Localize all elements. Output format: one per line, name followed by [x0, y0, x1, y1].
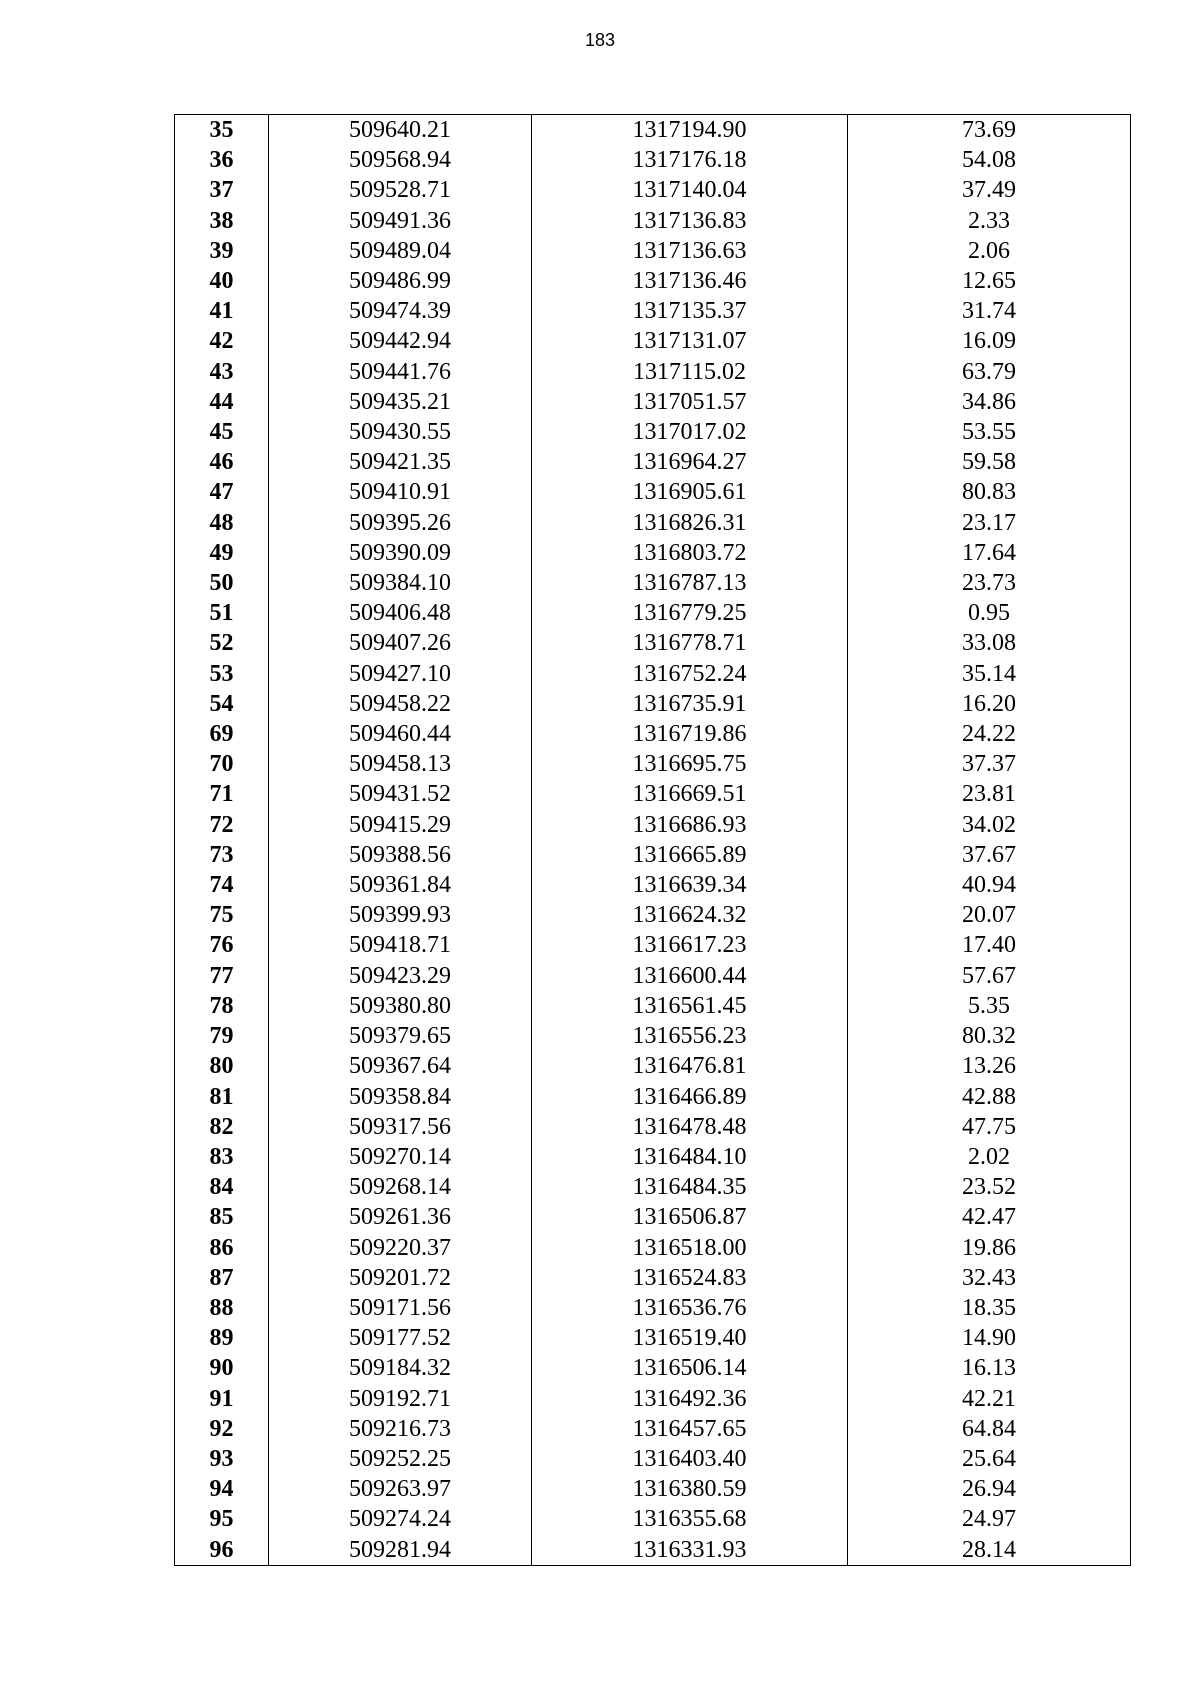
y-coordinate-cell: 1316787.13	[532, 568, 848, 598]
y-coordinate-cell: 1316665.89	[532, 840, 848, 870]
y-coordinate-cell: 1316476.81	[532, 1051, 848, 1081]
distance-cell: 37.67	[848, 840, 1131, 870]
y-coordinate-cell: 1316778.71	[532, 628, 848, 658]
x-coordinate-cell: 509192.71	[269, 1384, 532, 1414]
distance-cell: 16.09	[848, 326, 1131, 356]
table-row	[175, 477, 1131, 507]
point-number-cell: 41	[175, 296, 269, 326]
distance-cell: 57.67	[848, 961, 1131, 991]
distance-cell: 20.07	[848, 900, 1131, 930]
y-coordinate-cell: 1316457.65	[532, 1414, 848, 1444]
table-row	[175, 387, 1131, 417]
table-row	[175, 628, 1131, 658]
y-coordinate-cell: 1316735.91	[532, 689, 848, 719]
x-coordinate-cell: 509474.39	[269, 296, 532, 326]
y-coordinate-cell: 1316803.72	[532, 538, 848, 568]
x-coordinate-cell: 509431.52	[269, 779, 532, 809]
table-row	[175, 598, 1131, 628]
y-coordinate-cell: 1317115.02	[532, 357, 848, 387]
x-coordinate-cell: 509367.64	[269, 1051, 532, 1081]
distance-cell: 73.69	[848, 115, 1131, 146]
point-number-cell: 48	[175, 508, 269, 538]
table-row	[175, 900, 1131, 930]
table-row	[175, 870, 1131, 900]
x-coordinate-cell: 509489.04	[269, 236, 532, 266]
x-coordinate-cell: 509361.84	[269, 870, 532, 900]
x-coordinate-cell: 509281.94	[269, 1535, 532, 1566]
point-number-cell: 96	[175, 1535, 269, 1566]
distance-cell: 2.02	[848, 1142, 1131, 1172]
distance-cell: 19.86	[848, 1233, 1131, 1263]
distance-cell: 37.37	[848, 749, 1131, 779]
y-coordinate-cell: 1316624.32	[532, 900, 848, 930]
distance-cell: 64.84	[848, 1414, 1131, 1444]
x-coordinate-cell: 509458.22	[269, 689, 532, 719]
x-coordinate-cell: 509427.10	[269, 659, 532, 689]
table-row	[175, 1202, 1131, 1232]
y-coordinate-cell: 1316752.24	[532, 659, 848, 689]
distance-cell: 23.17	[848, 508, 1131, 538]
point-number-cell: 70	[175, 749, 269, 779]
distance-cell: 35.14	[848, 659, 1131, 689]
table-row	[175, 175, 1131, 205]
x-coordinate-cell: 509415.29	[269, 810, 532, 840]
y-coordinate-cell: 1316519.40	[532, 1323, 848, 1353]
x-coordinate-cell: 509410.91	[269, 477, 532, 507]
distance-cell: 23.52	[848, 1172, 1131, 1202]
table-row	[175, 296, 1131, 326]
x-coordinate-cell: 509640.21	[269, 115, 532, 146]
distance-cell: 18.35	[848, 1293, 1131, 1323]
distance-cell: 47.75	[848, 1112, 1131, 1142]
y-coordinate-cell: 1316466.89	[532, 1082, 848, 1112]
x-coordinate-cell: 509399.93	[269, 900, 532, 930]
distance-cell: 37.49	[848, 175, 1131, 205]
table-row	[175, 840, 1131, 870]
x-coordinate-cell: 509421.35	[269, 447, 532, 477]
distance-cell: 17.40	[848, 930, 1131, 960]
point-number-cell: 52	[175, 628, 269, 658]
distance-cell: 16.20	[848, 689, 1131, 719]
x-coordinate-cell: 509184.32	[269, 1353, 532, 1383]
point-number-cell: 53	[175, 659, 269, 689]
x-coordinate-cell: 509430.55	[269, 417, 532, 447]
distance-cell: 31.74	[848, 296, 1131, 326]
table-row	[175, 689, 1131, 719]
distance-cell: 28.14	[848, 1535, 1131, 1566]
coordinates-table-body	[175, 115, 1131, 1566]
table-row	[175, 1082, 1131, 1112]
y-coordinate-cell: 1316556.23	[532, 1021, 848, 1051]
x-coordinate-cell: 509390.09	[269, 538, 532, 568]
x-coordinate-cell: 509384.10	[269, 568, 532, 598]
table-row	[175, 810, 1131, 840]
y-coordinate-cell: 1316506.87	[532, 1202, 848, 1232]
y-coordinate-cell: 1316484.35	[532, 1172, 848, 1202]
point-number-cell: 85	[175, 1202, 269, 1232]
page-number: 183	[584, 30, 616, 50]
distance-cell: 63.79	[848, 357, 1131, 387]
table-row	[175, 1051, 1131, 1081]
y-coordinate-cell: 1317140.04	[532, 175, 848, 205]
x-coordinate-cell: 509261.36	[269, 1202, 532, 1232]
table-row	[175, 749, 1131, 779]
x-coordinate-cell: 509263.97	[269, 1474, 532, 1504]
table-row	[175, 266, 1131, 296]
x-coordinate-cell: 509252.25	[269, 1444, 532, 1474]
point-number-cell: 89	[175, 1323, 269, 1353]
point-number-cell: 91	[175, 1384, 269, 1414]
distance-cell: 2.06	[848, 236, 1131, 266]
distance-cell: 80.83	[848, 477, 1131, 507]
table-row	[175, 1021, 1131, 1051]
y-coordinate-cell: 1316964.27	[532, 447, 848, 477]
x-coordinate-cell: 509380.80	[269, 991, 532, 1021]
point-number-cell: 77	[175, 961, 269, 991]
y-coordinate-cell: 1317136.83	[532, 206, 848, 236]
distance-cell: 42.47	[848, 1202, 1131, 1232]
distance-cell: 34.02	[848, 810, 1131, 840]
point-number-cell: 78	[175, 991, 269, 1021]
y-coordinate-cell: 1316905.61	[532, 477, 848, 507]
distance-cell: 5.35	[848, 991, 1131, 1021]
point-number-cell: 80	[175, 1051, 269, 1081]
point-number-cell: 45	[175, 417, 269, 447]
table-row	[175, 1414, 1131, 1444]
y-coordinate-cell: 1316695.75	[532, 749, 848, 779]
point-number-cell: 86	[175, 1233, 269, 1263]
point-number-cell: 81	[175, 1082, 269, 1112]
point-number-cell: 74	[175, 870, 269, 900]
y-coordinate-cell: 1316639.34	[532, 870, 848, 900]
distance-cell: 24.97	[848, 1504, 1131, 1534]
point-number-cell: 54	[175, 689, 269, 719]
x-coordinate-cell: 509201.72	[269, 1263, 532, 1293]
distance-cell: 24.22	[848, 719, 1131, 749]
distance-cell: 16.13	[848, 1353, 1131, 1383]
point-number-cell: 95	[175, 1504, 269, 1534]
table-row	[175, 659, 1131, 689]
point-number-cell: 38	[175, 206, 269, 236]
y-coordinate-cell: 1317017.02	[532, 417, 848, 447]
table-row	[175, 1474, 1131, 1504]
x-coordinate-cell: 509395.26	[269, 508, 532, 538]
table-row	[175, 538, 1131, 568]
table-row	[175, 1504, 1131, 1534]
y-coordinate-cell: 1316478.48	[532, 1112, 848, 1142]
point-number-cell: 87	[175, 1263, 269, 1293]
x-coordinate-cell: 509418.71	[269, 930, 532, 960]
x-coordinate-cell: 509406.48	[269, 598, 532, 628]
point-number-cell: 93	[175, 1444, 269, 1474]
point-number-cell: 88	[175, 1293, 269, 1323]
table-row	[175, 1293, 1131, 1323]
coordinates-table	[174, 114, 1131, 1566]
y-coordinate-cell: 1317136.46	[532, 266, 848, 296]
y-coordinate-cell: 1317176.18	[532, 145, 848, 175]
table-row	[175, 991, 1131, 1021]
y-coordinate-cell: 1316826.31	[532, 508, 848, 538]
y-coordinate-cell: 1316669.51	[532, 779, 848, 809]
distance-cell: 12.65	[848, 266, 1131, 296]
table-row	[175, 719, 1131, 749]
x-coordinate-cell: 509216.73	[269, 1414, 532, 1444]
point-number-cell: 40	[175, 266, 269, 296]
y-coordinate-cell: 1316331.93	[532, 1535, 848, 1566]
table-row	[175, 1263, 1131, 1293]
x-coordinate-cell: 509491.36	[269, 206, 532, 236]
point-number-cell: 83	[175, 1142, 269, 1172]
x-coordinate-cell: 509486.99	[269, 266, 532, 296]
point-number-cell: 82	[175, 1112, 269, 1142]
table-row	[175, 1112, 1131, 1142]
point-number-cell: 76	[175, 930, 269, 960]
x-coordinate-cell: 509177.52	[269, 1323, 532, 1353]
x-coordinate-cell: 509358.84	[269, 1082, 532, 1112]
point-number-cell: 43	[175, 357, 269, 387]
distance-cell: 32.43	[848, 1263, 1131, 1293]
distance-cell: 59.58	[848, 447, 1131, 477]
table-row	[175, 447, 1131, 477]
point-number-cell: 42	[175, 326, 269, 356]
table-row	[175, 236, 1131, 266]
table-row	[175, 1353, 1131, 1383]
y-coordinate-cell: 1316779.25	[532, 598, 848, 628]
x-coordinate-cell: 509435.21	[269, 387, 532, 417]
distance-cell: 80.32	[848, 1021, 1131, 1051]
y-coordinate-cell: 1316600.44	[532, 961, 848, 991]
point-number-cell: 94	[175, 1474, 269, 1504]
table-row	[175, 1535, 1131, 1566]
point-number-cell: 69	[175, 719, 269, 749]
point-number-cell: 36	[175, 145, 269, 175]
x-coordinate-cell: 509407.26	[269, 628, 532, 658]
distance-cell: 34.86	[848, 387, 1131, 417]
table-row	[175, 568, 1131, 598]
point-number-cell: 46	[175, 447, 269, 477]
x-coordinate-cell: 509388.56	[269, 840, 532, 870]
table-row	[175, 508, 1131, 538]
y-coordinate-cell: 1316403.40	[532, 1444, 848, 1474]
table-row	[175, 1142, 1131, 1172]
table-row	[175, 1444, 1131, 1474]
x-coordinate-cell: 509442.94	[269, 326, 532, 356]
y-coordinate-cell: 1317131.07	[532, 326, 848, 356]
distance-cell: 23.73	[848, 568, 1131, 598]
point-number-cell: 75	[175, 900, 269, 930]
distance-cell: 13.26	[848, 1051, 1131, 1081]
table-row	[175, 206, 1131, 236]
y-coordinate-cell: 1316518.00	[532, 1233, 848, 1263]
point-number-cell: 51	[175, 598, 269, 628]
x-coordinate-cell: 509268.14	[269, 1172, 532, 1202]
point-number-cell: 44	[175, 387, 269, 417]
y-coordinate-cell: 1317194.90	[532, 115, 848, 146]
point-number-cell: 39	[175, 236, 269, 266]
y-coordinate-cell: 1316536.76	[532, 1293, 848, 1323]
point-number-cell: 90	[175, 1353, 269, 1383]
x-coordinate-cell: 509270.14	[269, 1142, 532, 1172]
table-row	[175, 1384, 1131, 1414]
y-coordinate-cell: 1317136.63	[532, 236, 848, 266]
x-coordinate-cell: 509274.24	[269, 1504, 532, 1534]
table-row	[175, 145, 1131, 175]
x-coordinate-cell: 509441.76	[269, 357, 532, 387]
distance-cell: 26.94	[848, 1474, 1131, 1504]
distance-cell: 14.90	[848, 1323, 1131, 1353]
point-number-cell: 35	[175, 115, 269, 146]
x-coordinate-cell: 509423.29	[269, 961, 532, 991]
x-coordinate-cell: 509379.65	[269, 1021, 532, 1051]
point-number-cell: 72	[175, 810, 269, 840]
table-row	[175, 1233, 1131, 1263]
distance-cell: 53.55	[848, 417, 1131, 447]
point-number-cell: 73	[175, 840, 269, 870]
table-row	[175, 961, 1131, 991]
x-coordinate-cell: 509220.37	[269, 1233, 532, 1263]
y-coordinate-cell: 1316524.83	[532, 1263, 848, 1293]
x-coordinate-cell: 509317.56	[269, 1112, 532, 1142]
x-coordinate-cell: 509568.94	[269, 145, 532, 175]
point-number-cell: 49	[175, 538, 269, 568]
y-coordinate-cell: 1316686.93	[532, 810, 848, 840]
y-coordinate-cell: 1316492.36	[532, 1384, 848, 1414]
table-row	[175, 930, 1131, 960]
point-number-cell: 71	[175, 779, 269, 809]
y-coordinate-cell: 1316506.14	[532, 1353, 848, 1383]
distance-cell: 23.81	[848, 779, 1131, 809]
distance-cell: 25.64	[848, 1444, 1131, 1474]
table-row	[175, 326, 1131, 356]
table-row	[175, 779, 1131, 809]
y-coordinate-cell: 1316561.45	[532, 991, 848, 1021]
y-coordinate-cell: 1317135.37	[532, 296, 848, 326]
distance-cell: 33.08	[848, 628, 1131, 658]
x-coordinate-cell: 509460.44	[269, 719, 532, 749]
table-row	[175, 1172, 1131, 1202]
table-row	[175, 357, 1131, 387]
y-coordinate-cell: 1316355.68	[532, 1504, 848, 1534]
point-number-cell: 37	[175, 175, 269, 205]
distance-cell: 54.08	[848, 145, 1131, 175]
y-coordinate-cell: 1316719.86	[532, 719, 848, 749]
distance-cell: 17.64	[848, 538, 1131, 568]
distance-cell: 2.33	[848, 206, 1131, 236]
y-coordinate-cell: 1316617.23	[532, 930, 848, 960]
y-coordinate-cell: 1317051.57	[532, 387, 848, 417]
x-coordinate-cell: 509458.13	[269, 749, 532, 779]
point-number-cell: 50	[175, 568, 269, 598]
distance-cell: 40.94	[848, 870, 1131, 900]
distance-cell: 42.21	[848, 1384, 1131, 1414]
point-number-cell: 79	[175, 1021, 269, 1051]
table-row	[175, 417, 1131, 447]
point-number-cell: 84	[175, 1172, 269, 1202]
y-coordinate-cell: 1316484.10	[532, 1142, 848, 1172]
point-number-cell: 92	[175, 1414, 269, 1444]
x-coordinate-cell: 509171.56	[269, 1293, 532, 1323]
table-row	[175, 115, 1131, 146]
distance-cell: 42.88	[848, 1082, 1131, 1112]
point-number-cell: 47	[175, 477, 269, 507]
x-coordinate-cell: 509528.71	[269, 175, 532, 205]
y-coordinate-cell: 1316380.59	[532, 1474, 848, 1504]
distance-cell: 0.95	[848, 598, 1131, 628]
table-row	[175, 1323, 1131, 1353]
